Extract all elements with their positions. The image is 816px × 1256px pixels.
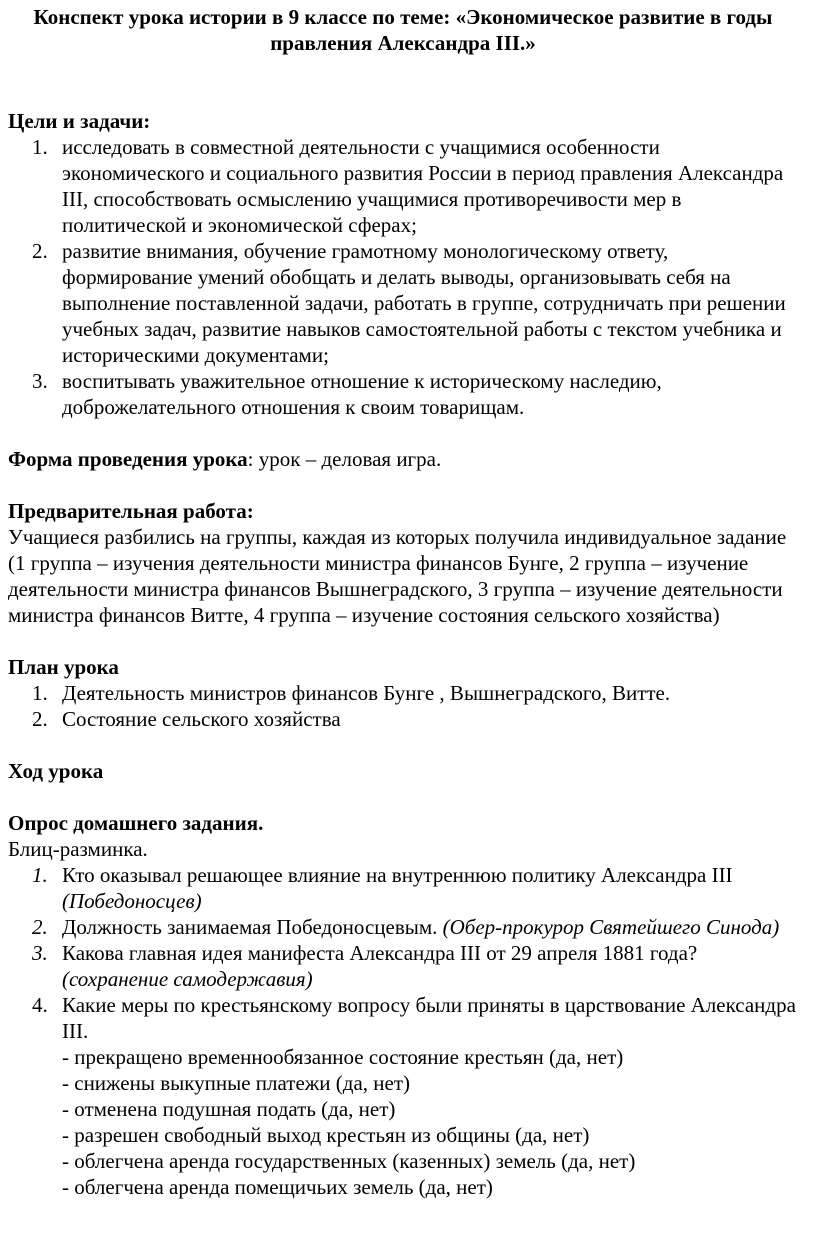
list-item [8,706,798,732]
goals-heading: Цели и задачи: [8,109,151,133]
option-line: - прекращено временнообязанное состояние крестьян (да, нет) [62,1045,624,1069]
question-text: Какие меры по крестьянскому вопросу были приняты в царствование Александра III. [62,993,796,1043]
item-text: исследовать в совместной деятельности с учащимися особенности экономического и социального развития России в период правления Александра III, способствовать осмыслению учащимися противоречивости мер в политической и экономической сферах; [62,135,784,237]
item-number: 1. [32,681,48,705]
item-number: 3. [32,941,48,965]
item-number: 1. [32,135,48,159]
questions-list [8,862,798,1200]
item-number: 2. [32,707,48,731]
item-text: воспитывать уважительное отношение к историческому наследию, доброжелательного отношения к своим товарищам. [62,369,662,419]
list-item [8,680,798,706]
list-item [8,940,798,992]
list-item [8,992,798,1200]
spacer [8,420,798,446]
plan-heading: План урока [8,655,119,679]
list-item [8,914,798,940]
item-text: Состояние сельского хозяйства [62,707,341,731]
prelim-heading: Предварительная работа: [8,499,254,523]
item-number: 2. [32,239,48,263]
question-text: Какова главная идея манифеста Александра III от 29 апреля 1881 года? [62,941,698,965]
item-text: Деятельность министров финансов Бунге , Вышнеградского, Витте. [62,681,671,705]
option-line: - облегчена аренда помещичьих земель (да, нет) [62,1175,493,1199]
option-line: - облегчена аренда государственных (казенных) земель (да, нет) [62,1149,636,1173]
homework-heading: Опрос домашнего задания. [8,811,264,835]
list-item [8,368,798,420]
document-title: Конспект урока истории в 9 классе по теме: «Экономическое развитие в годы правления Александра III.» [33,5,773,55]
spacer [8,472,798,498]
list-item [8,238,798,368]
spacer [8,56,798,108]
spacer [8,784,798,810]
question-answer: (Обер-прокурор Святейшего Синода) [442,915,780,939]
question-text: Должность занимаемая Победоносцевым. [62,915,443,939]
question-answer: (сохранение самодержавия) [62,967,313,991]
option-line: - снижены выкупные платежи (да, нет) [62,1071,410,1095]
item-number: 2. [32,915,48,939]
option-line: - отменена подушная подать (да, нет) [62,1097,396,1121]
form-text: : урок – деловая игра. [247,447,442,471]
item-number: 3. [32,369,48,393]
form-paragraph [8,446,798,472]
option-line: - разрешен свободный выход крестьян из общины (да, нет) [62,1123,590,1147]
spacer [8,732,798,758]
form-label: Форма проведения урока [8,447,248,471]
item-text: развитие внимания, обучение грамотному монологическому ответу, формирование умений обобщать и делать выводы, организовывать себя на выполнение поставленной задачи, работать в группе, сотрудничать при решении учебных задач, развитие навыков самостоятельной работы с текстом учебника и историческими документами; [62,239,786,367]
spacer [8,628,798,654]
item-number: 1. [32,863,48,887]
prelim-text: Учащиеся разбились на группы, каждая из которых получила индивидуальное задание (1 группа – изучения деятельности министра финансов Бунге, 2 группа – изучение деятельности министра финансов Вышнеградского, 3 группа – изучение деятельности министра финансов Витте, 4 группа – изучение состояния сельского хозяйства) [8,525,787,627]
list-item [8,134,798,238]
item-number: 4. [32,993,48,1017]
progress-heading: Ход урока [8,759,104,783]
homework-intro: Блиц-разминка. [8,837,148,861]
question-text: Кто оказывал решающее влияние на внутреннюю политику Александра III [62,863,733,887]
list-item [8,862,798,914]
question-answer: (Победоносцев) [62,889,202,913]
plan-list [8,680,798,732]
goals-list [8,134,798,420]
